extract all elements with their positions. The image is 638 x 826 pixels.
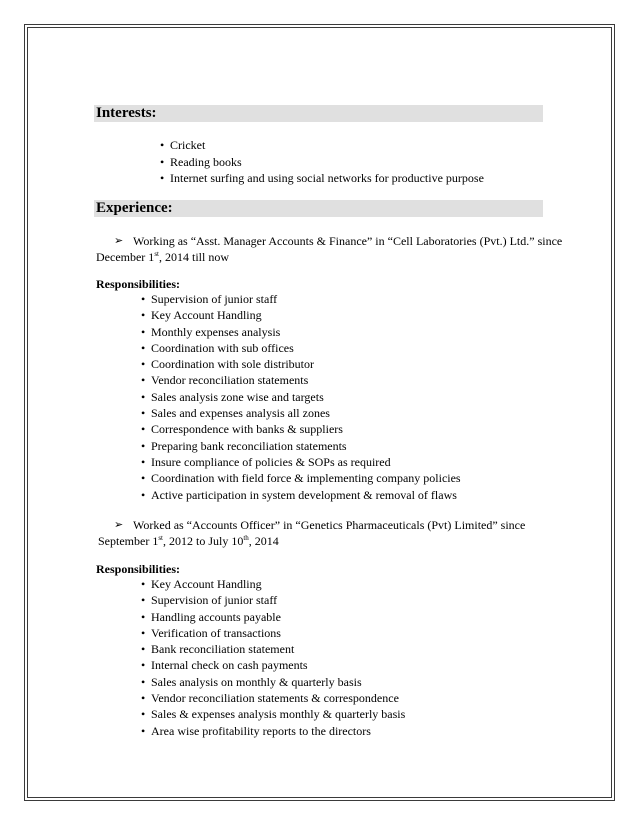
list-item: • Vendor reconciliation statements (141, 373, 309, 388)
interests-heading: Interests: (96, 105, 157, 121)
list-item: • Supervision of junior staff (141, 593, 278, 608)
arrow-bullet-icon: ➢ (114, 519, 124, 531)
job-date-line: September 1st, 2012 to July 10th, 2014 (98, 534, 279, 548)
responsibilities-label: Responsibilities: (96, 562, 181, 576)
bullet-icon: • (141, 723, 146, 738)
bullet-icon: • (141, 609, 146, 624)
list-item: • Area wise profitability reports to the directors (141, 723, 371, 738)
bullet-icon: • (141, 487, 146, 502)
bullet-icon: • (160, 138, 165, 152)
list-item: • Insure compliance of policies & SOPs as required (141, 454, 391, 469)
list-item: • Internal check on cash payments (141, 658, 308, 673)
job-title-line: Working as “Asst. Manager Accounts & Finance” in “Cell Laboratories (Pvt.) Ltd.” since (133, 234, 563, 248)
list-item: • Reading books (160, 154, 242, 169)
bullet-icon: • (141, 674, 146, 689)
bullet-icon: • (160, 154, 165, 169)
list-item: • Monthly expenses analysis (141, 324, 281, 339)
list-item: • Key Account Handling (141, 577, 262, 591)
bullet-icon: • (141, 454, 146, 469)
bullet-icon: • (141, 324, 146, 339)
list-item: • Correspondence with banks & suppliers (141, 422, 343, 437)
bullet-icon: • (141, 593, 146, 608)
bullet-icon: • (141, 642, 146, 657)
arrow-bullet-icon: ➢ (114, 235, 124, 247)
bullet-icon: • (160, 171, 165, 185)
list-item: • Handling accounts payable (141, 609, 281, 624)
list-item: • Cricket (160, 138, 206, 152)
bullet-icon: • (141, 292, 146, 306)
list-item: • Supervision of junior staff (141, 292, 278, 306)
experience-heading: Experience: (96, 200, 173, 216)
bullet-icon: • (141, 406, 146, 421)
list-item: • Coordination with sole distributor (141, 357, 314, 372)
interests-list (160, 138, 484, 188)
list-item: • Sales analysis zone wise and targets (141, 389, 324, 404)
list-item: • Key Account Handling (141, 308, 262, 323)
bullet-icon: • (141, 438, 146, 453)
list-item: • Internet surfing and using social networks for productive purpose (160, 171, 484, 185)
job-title-line: Worked as “Accounts Officer” in “Genetics Pharmaceuticals (Pvt) Limited” since (133, 518, 526, 532)
job1-responsibilities-list (141, 292, 461, 504)
bullet-icon: • (141, 357, 146, 372)
list-item: • Coordination with field force & implementing company policies (141, 471, 461, 486)
bullet-icon: • (141, 625, 146, 640)
list-item: • Coordination with sub offices (141, 340, 294, 355)
bullet-icon: • (141, 389, 146, 404)
bullet-icon: • (141, 373, 146, 388)
list-item: • Preparing bank reconciliation statements (141, 438, 347, 453)
list-item: • Sales and expenses analysis all zones (141, 406, 330, 421)
bullet-icon: • (141, 691, 146, 706)
bullet-icon: • (141, 308, 146, 323)
list-item: • Vendor reconciliation statements & correspondence (141, 691, 399, 706)
bullet-icon: • (141, 658, 146, 673)
list-item: • Sales analysis on monthly & quarterly basis (141, 674, 362, 689)
list-item: • Sales & expenses analysis monthly & quarterly basis (141, 707, 406, 722)
list-item: • Active participation in system development & removal of flaws (141, 487, 457, 502)
bullet-icon: • (141, 577, 146, 591)
list-item: • Bank reconciliation statement (141, 642, 295, 657)
job-date-line: December 1st, 2014 till now (96, 250, 229, 264)
bullet-icon: • (141, 340, 146, 355)
job2-responsibilities-list (141, 577, 406, 740)
bullet-icon: • (141, 422, 146, 437)
list-item: • Verification of transactions (141, 625, 281, 640)
responsibilities-label: Responsibilities: (96, 277, 181, 291)
interests-heading-bar (94, 105, 543, 122)
bullet-icon: • (141, 471, 146, 486)
bullet-icon: • (141, 707, 146, 722)
